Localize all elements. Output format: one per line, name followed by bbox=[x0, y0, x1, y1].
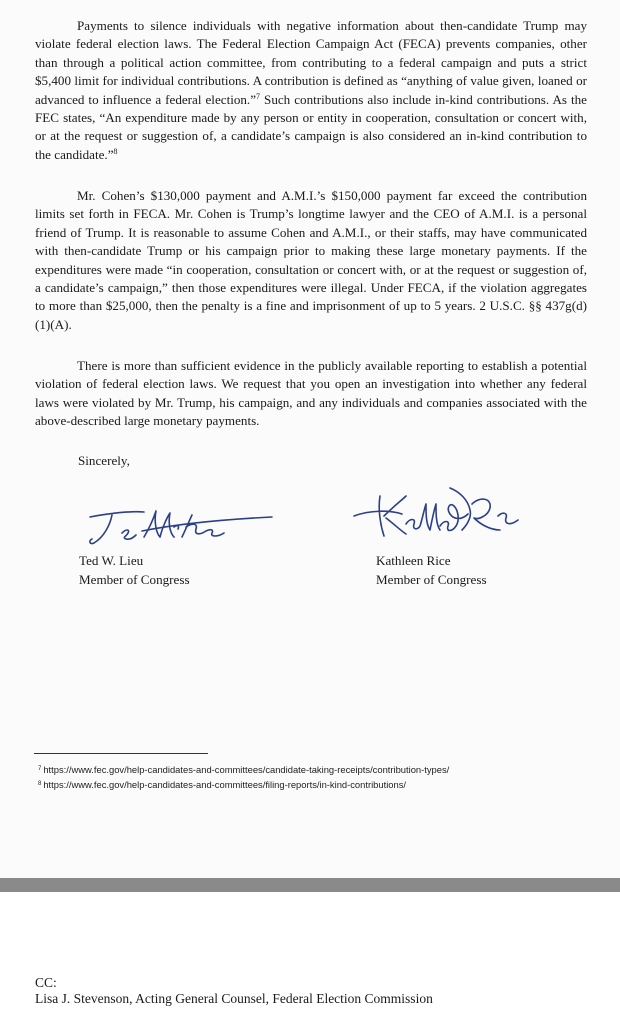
signatory-name: Ted W. Lieu bbox=[79, 553, 144, 568]
footnote-8 bbox=[38, 779, 406, 790]
closing-salutation: Sincerely, bbox=[78, 453, 130, 468]
cc-label: CC: bbox=[35, 975, 57, 990]
cc-recipient: Lisa J. Stevenson, Acting General Counsel, Federal Election Commission bbox=[35, 991, 433, 1006]
paragraph-feca bbox=[35, 17, 587, 164]
paragraph-request: There is more than sufficient evidence in the publicly available reporting to establish a potential violation of federal election laws. We request that you open an investigation into whether any federal laws were violated by Mr. Trump, his campaign, and any individuals and companies associated with the above-described large monetary payments. bbox=[35, 358, 587, 429]
footnote-number: 8 bbox=[38, 781, 42, 787]
footnote-link[interactable]: https://www.fec.gov/help-candidates-and-committees/candidate-taking-receipts/contribution-types/ bbox=[43, 764, 450, 775]
signatory-rice bbox=[376, 552, 487, 589]
footnote-marker-7[interactable]: 7 bbox=[256, 91, 261, 101]
footnote-marker-8[interactable]: 8 bbox=[113, 146, 118, 156]
footnote-separator bbox=[34, 753, 208, 754]
signatory-title: Member of Congress bbox=[79, 571, 190, 587]
paragraph-feca-text: Payments to silence individuals with negative information about then-candidate Trump may violate federal election laws. The Federal Election Campaign Act (FECA) prevents companies, other than through a political action committee, from contributing to a federal campaign and puts a strict $5,400 limit for individual contributions. A contribution is defined as “anything of value given, loaned or advanced to influence a federal election.” bbox=[35, 18, 587, 107]
paragraph-payments: Mr. Cohen’s $130,000 payment and A.M.I.’s $150,000 payment far exceed the contribution limits set forth in FECA. Mr. Cohen is Trump’s longtime lawyer and the CEO of A.M.I. is a personal friend of Trump. It is reasonable to assume Cohen and A.M.I., or their staffs, may have communicated with then-candidate Trump or his campaign prior to making these large monetary payments. If the expenditures were made “in cooperation, consultation or concert with, or at the request or suggestion of, a candidate’s campaign,” then those expenditures were illegal. Under FECA, if the violation aggregates to more than $25,000, then the penalty is a fine and imprisonment of up to 5 years. 2 U.S.C. §§ 437g(d)(1)(A). bbox=[35, 188, 587, 332]
signature-ted-lieu bbox=[82, 493, 282, 553]
footnote-link[interactable]: https://www.fec.gov/help-candidates-and-committees/filing-reports/in-kind-contributions/ bbox=[43, 779, 407, 790]
signature-kathleen-rice bbox=[350, 480, 525, 548]
footnote-7 bbox=[38, 764, 449, 775]
footnote-number: 7 bbox=[38, 766, 42, 772]
signatory-lieu bbox=[79, 552, 190, 589]
signatory-title: Member of Congress bbox=[376, 571, 487, 587]
paragraph-feca-text-cont: Such contributions also include in-kind contributions. As the FEC states, “An expenditure made by any person or entity in cooperation, consultation or concert with, or at the request or suggestion of, a candidate’s campaign is also considered an in-kind contribution to the candidate.” bbox=[35, 91, 587, 162]
signatory-name: Kathleen Rice bbox=[376, 553, 451, 568]
page-divider bbox=[0, 878, 620, 892]
